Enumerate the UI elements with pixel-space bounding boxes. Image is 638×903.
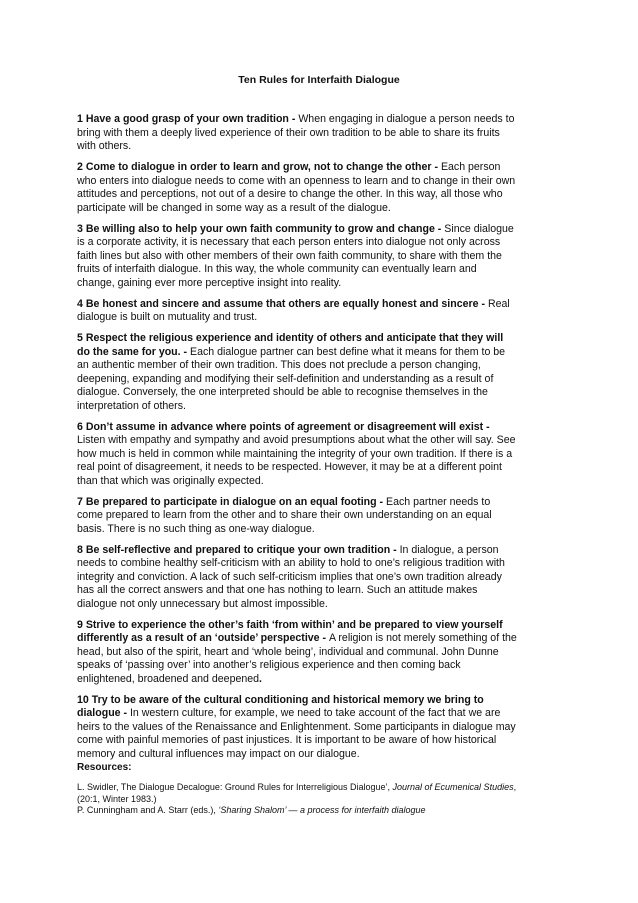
rule-heading: 5 Respect the religious experience and identity of others and anticipate that they will do the same for you. - [77, 332, 504, 358]
rule-heading: 2 Come to dialogue in order to learn and grow, not to change the other - [77, 161, 441, 173]
rule-heading: 9 Strive to experience the other’s faith ‘from within’ and be prepared to view yourself differently as a result of an ‘outside’ perspective - [77, 618, 503, 644]
document-title: Ten Rules for Interfaith Dialogue [238, 74, 400, 86]
rule-1 [77, 113, 517, 154]
rule-10 [77, 694, 517, 762]
rule-text: Each dialogue partner can best define what it means for them to be an authentic member of their own tradition. This does not preclude a person changing, deepening, expanding and modifying their self-definition and understanding as a result of dialogue. Conversely, the one interpreted should be able to recognise themselves in the interpretation of others. [77, 345, 506, 412]
rule-6 [77, 421, 517, 489]
resources-heading: Resources: [77, 762, 132, 773]
rule-5 [77, 332, 517, 413]
reference-2 [77, 805, 517, 817]
rule-text: Real dialogue is built on mutuality and trust. [77, 297, 510, 323]
rule-7 [77, 496, 517, 537]
rule-4 [77, 298, 517, 325]
document-body [77, 113, 517, 817]
reference-title: Journal of Ecumenical Studies [392, 782, 514, 792]
rule-3 [77, 223, 517, 291]
rule-heading: 8 Be self-reflective and prepared to critique your own tradition - [77, 543, 400, 556]
rule-text: A religion is not merely something of the head, but also of the spirit, heart and ‘whole being’, individual and communal. John Dunne speaks of ‘passing over’ into another’s religious experience and then coming back enlightened, broadened and deepened [77, 632, 517, 685]
rule-9 [77, 619, 517, 687]
rule-2 [77, 161, 517, 215]
rule-text: Since dialogue is a corporate activity, it is necessary that each person enters into dialogue not only across faith lines but also with other members of their own faith community, to share with them the fruits of interfaith dialogue. In this way, the whole community can eventually learn and change, gaining ever more perceptive insight into reality. [77, 222, 514, 289]
rule-text: Listen with empathy and sympathy and avoid presumptions about what the other will say. See how much is held in common while maintaining the integrity of your own tradition. If there is a real point of disagreement, it needs to be respected. However, it may be at a different point than that which was originally expected. [77, 434, 516, 487]
rule-heading: 10 Try to be aware of the cultural conditioning and historical memory we bring to dialogue - [77, 693, 484, 719]
rule-heading: 1 Have a good grasp of your own tradition - [77, 113, 299, 125]
rule-text-tail: . [259, 672, 262, 685]
rule-text: In western culture, for example, we need to take account of the fact that we are heirs to the values of the Renaissance and Enlightenment. Some participants in dialogue may come with painful memories of past injustices. It is important to be aware of how historical memory and cultural influences may impact on our dialogue. [77, 707, 516, 760]
rule-heading: 6 Don’t assume in advance where points of agreement or disagreement will exist - [77, 420, 490, 433]
reference-title: ‘Sharing Shalom’ — a process for interfaith dialogue [218, 805, 426, 815]
rule-text: When engaging in dialogue a person needs to bring with them a deeply lived experience of their own tradition to be able to share its fruits with others. [77, 113, 515, 152]
rule-heading: 7 Be prepared to participate in dialogue on an equal footing - [77, 495, 387, 508]
rule-text: Each person who enters into dialogue needs to come with an openness to learn and to change in their own attitudes and perceptions, not out of a desire to change the other. In this way, all those who participate will be changed in some way as a result of the dialogue. [77, 161, 516, 214]
rule-heading: 3 Be willing also to help your own faith community to grow and change - [77, 222, 445, 235]
reference-text: L. Swidler, The Dialogue Decalogue: Ground Rules for Interreligious Dialogue’, [77, 782, 393, 792]
rule-text: In dialogue, a person needs to combine healthy self-criticism with an ability to hold to one’s religious tradition with integrity and conviction. A lack of such self-criticism implies that one’s own tradition already has all the correct answers and that one has nothing to learn. Such an attitude makes dialogue not only unnecessary but almost impossible. [77, 543, 505, 610]
rule-text: Each partner needs to come prepared to learn from the other and to share their own understanding on an equal basis. There is no such thing as one-way dialogue. [77, 495, 492, 535]
reference-1 [77, 782, 517, 805]
reference-details: , (20:1, Winter 1983.) [77, 782, 517, 804]
rule-8 [77, 544, 517, 612]
reference-text: P. Cunningham and A. Starr (eds.), [77, 805, 219, 815]
rule-heading: 4 Be honest and sincere and assume that others are equally honest and sincere - [77, 297, 488, 310]
